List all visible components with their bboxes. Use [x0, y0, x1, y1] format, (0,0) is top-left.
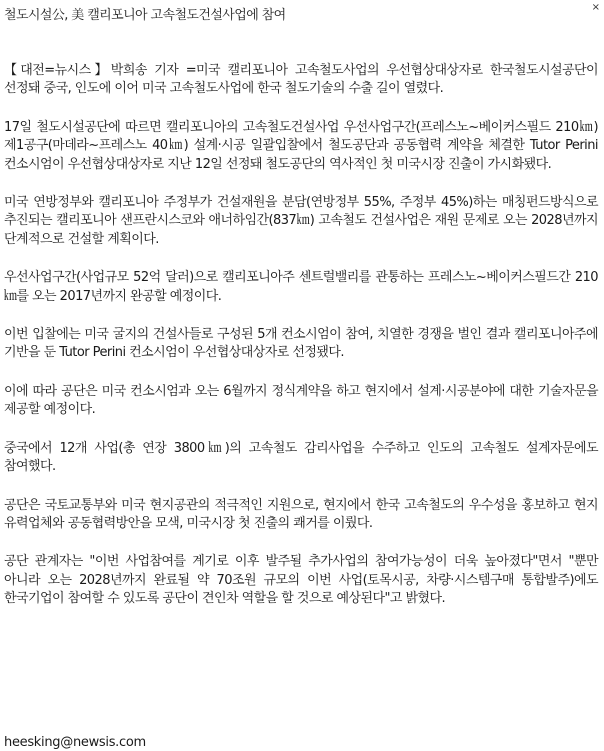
article-paragraph: 중국에서 12개 사업(총 연장 3800㎞)의 고속철도 감리사업을 수주하고 인도의 고속철도 설계자문에도 참여했다. [4, 440, 598, 475]
article-paragraph: 우선사업구간(사업규모 52억 달러)으로 캘리포니아주 센트럴밸리를 관통하는 프레스노~베이커스필드간 210㎞를 오는 2017년까지 완공할 예정이다. [4, 270, 598, 304]
article-paragraph: 공단 관계자는 "이번 사업참여를 계기로 이후 발주될 추가사업의 참여가능성이 더욱 높아졌다"면서 "뿐만 아니라 오는 2028년까지 완료될 약 70조원 규모의 이번 사업(토목시공, 차량·시스템구매 통합발주)에도 한국기업이 참여할 수 있도록 공단이 견인차 역할을 할 것으로 예상된다"고 밝혔다. [4, 554, 598, 607]
article-paragraph: 미국 연방정부와 캘리포니아 주정부가 건설재원을 분담(연방정부 55%, 주정부 45%)하는 매칭펀드방식으로 추진되는 캘리포니아 샌프란시스코와 애너하임간(837㎞) 고속철도 건설사업은 재원 문제로 오는 2028년까지 단계적으로 건설할 계획이다. [4, 195, 598, 247]
article-paragraph: 【대전=뉴시스】박희송 기자 =미국 캘리포니아 고속철도사업의 우선협상대상자로 한국철도시설공단이 선정돼 중국, 인도에 이어 미국 고속철도사업에 한국 철도기술의 수출 길이 열렸다. [4, 63, 598, 97]
article-body [4, 62, 598, 629]
close-icon[interactable]: × [591, 2, 600, 13]
article-paragraph: 공단은 국토교통부와 미국 현지공관의 적극적인 지원으로, 현지에서 한국 고속철도의 우수성을 홍보하고 현지 유력업체와 공동협력방안을 모색, 미국시장 첫 진출의 쾌거를 이뤘다. [4, 497, 598, 531]
article-title: 철도시설公, 美 캘리포니아 고속철도건설사업에 참여 [4, 8, 286, 23]
reporter-email: heesking@newsis.com [4, 735, 146, 750]
article-paragraph: 17일 철도시설공단에 따르면 캘리포니아의 고속철도건설사업 우선사업구간(프레스노~베이커스필드 210㎞) 제1공구(마데라~프레스노 40㎞) 설계·시공 일괄입찰에서 철도공단과 공동협력 계약을 체결한 Tutor Perini 컨소시엄이 우선협상대상자로 지난 12일 선정돼 철도공단의 역사적인 첫 미국시장 진출이 가시화됐다. [4, 119, 598, 172]
article-paragraph: 이번 입찰에는 미국 굴지의 건설사들로 구성된 5개 컨소시엄이 참여, 치열한 경쟁을 벌인 결과 캘리포니아주에 기반을 둔 Tutor Perini 컨소시엄이 우선협상대상자로 선정됐다. [4, 327, 598, 361]
article-paragraph: 이에 따라 공단은 미국 컨소시엄과 오는 6월까지 정식계약을 하고 현지에서 설계·시공분야에 대한 기술자문을 제공할 예정이다. [4, 383, 598, 418]
